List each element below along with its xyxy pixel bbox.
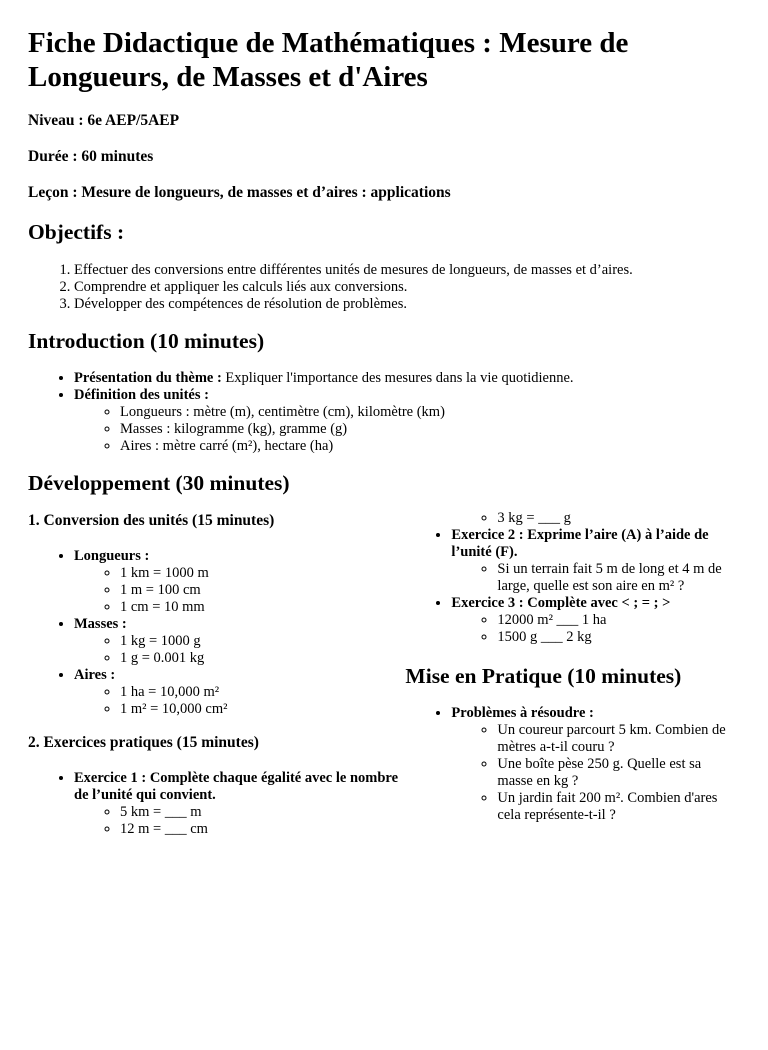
longueurs-list: [74, 565, 402, 616]
masses-list: [74, 633, 402, 667]
introduction-heading: Introduction (10 minutes): [28, 329, 265, 353]
page-title: Fiche Didactique de Mathématiques : Mesure de Longueurs, de Masses et d'Aires: [28, 27, 629, 93]
list-item: [74, 387, 740, 455]
list-item: ◦ 3 kg = ___ g: [497, 510, 740, 527]
list-item: [451, 705, 740, 824]
list-item: ◦ 1500 g ___ 2 kg: [497, 629, 740, 646]
list-item: [74, 770, 402, 838]
list-item: ◦ Un jardin fait 200 m². Combien d'ares cela représente-t-il ?: [497, 790, 740, 824]
document-page: [0, 26, 768, 838]
objectifs-list: [28, 262, 740, 313]
list-item: ◦ Une boîte pèse 250 g. Quelle est sa masse en kg ?: [497, 756, 740, 790]
list-item: ◦ Si un terrain fait 5 m de long et 4 m de large, quelle est son aire en m² ?: [497, 561, 740, 595]
longueurs-label: Longueurs :: [74, 548, 150, 564]
list-item: ◦ 1 g = 0.001 kg: [120, 650, 402, 667]
exercices-list-continued: [405, 510, 740, 646]
exercice-2-label: Exercice 2 : Exprime l’aire (A) à l’aide de l’unité (F).: [451, 527, 709, 560]
objectifs-heading: Objectifs :: [28, 220, 125, 244]
list-item: ◦ 1 kg = 1000 g: [120, 633, 402, 650]
list-item: [74, 548, 402, 616]
exercice-1-list-continued: [451, 510, 740, 527]
exercice-1-list: [74, 804, 402, 838]
developpement-heading: Développement (30 minutes): [28, 471, 290, 495]
list-item: [74, 667, 402, 718]
left-column: [28, 512, 402, 838]
list-item: ◦ 1 m² = 10,000 cm²: [120, 701, 402, 718]
aires-label: Aires :: [74, 667, 116, 683]
presentation-label: Présentation du thème :: [74, 370, 222, 386]
conversion-heading: 1. Conversion des unités (15 minutes): [28, 512, 275, 529]
list-item: ◦ 12000 m² ___ 1 ha: [497, 612, 740, 629]
problemes-items: [451, 722, 740, 824]
conversion-list: [28, 548, 402, 718]
two-column-section: [28, 512, 740, 838]
list-item: ◦ Masses : kilogramme (kg), gramme (g): [120, 421, 740, 438]
exercice-3-label: Exercice 3 : Complète avec < ; = ; >: [451, 595, 671, 611]
exercice-3-list: [451, 612, 740, 646]
list-item: ◦ 1 ha = 10,000 m²: [120, 684, 402, 701]
presentation-text: Expliquer l'importance des mesures dans la vie quotidienne.: [221, 370, 574, 386]
lecon: Leçon : Mesure de longueurs, de masses et d’aires : applications: [28, 184, 451, 201]
introduction-list: [28, 370, 740, 455]
list-item: [451, 595, 740, 646]
exercice-1-label: Exercice 1 : Complète chaque égalité avec le nombre de l’unité qui convient.: [74, 770, 399, 803]
list-item: 3. Développer des compétences de résolution de problèmes.: [74, 296, 740, 313]
exercices-heading: 2. Exercices pratiques (15 minutes): [28, 734, 259, 751]
problemes-label: Problèmes à résoudre :: [451, 705, 594, 721]
units-list: [74, 404, 740, 455]
list-item: ◦ 1 km = 1000 m: [120, 565, 402, 582]
list-item: [451, 510, 740, 527]
masses-label: Masses :: [74, 616, 127, 632]
duree: Durée : 60 minutes: [28, 148, 154, 165]
definition-label: Définition des unités :: [74, 387, 209, 403]
problemes-list: [405, 705, 740, 824]
exercices-list: [28, 770, 402, 838]
mise-en-pratique-heading: Mise en Pratique (10 minutes): [405, 664, 682, 688]
list-item: ◦ Longueurs : mètre (m), centimètre (cm), kilomètre (km): [120, 404, 740, 421]
list-item: [451, 527, 740, 595]
aires-list: [74, 684, 402, 718]
list-item: 1. Effectuer des conversions entre différentes unités de mesures de longueurs, de masses et d’aires.: [74, 262, 740, 279]
list-item: ◦ Aires : mètre carré (m²), hectare (ha): [120, 438, 740, 455]
list-item: ◦ Un coureur parcourt 5 km. Combien de mètres a-t-il couru ?: [497, 722, 740, 756]
list-item: ◦ 5 km = ___ m: [120, 804, 402, 821]
right-column: [405, 512, 740, 838]
list-item: ◦ 12 m = ___ cm: [120, 821, 402, 838]
list-item: [74, 616, 402, 667]
exercice-2-list: [451, 561, 740, 595]
list-item: ◦ 1 m = 100 cm: [120, 582, 402, 599]
list-item: [74, 370, 740, 387]
list-item: 2. Comprendre et appliquer les calculs liés aux conversions.: [74, 279, 740, 296]
niveau: Niveau : 6e AEP/5AEP: [28, 112, 180, 129]
list-item: ◦ 1 cm = 10 mm: [120, 599, 402, 616]
